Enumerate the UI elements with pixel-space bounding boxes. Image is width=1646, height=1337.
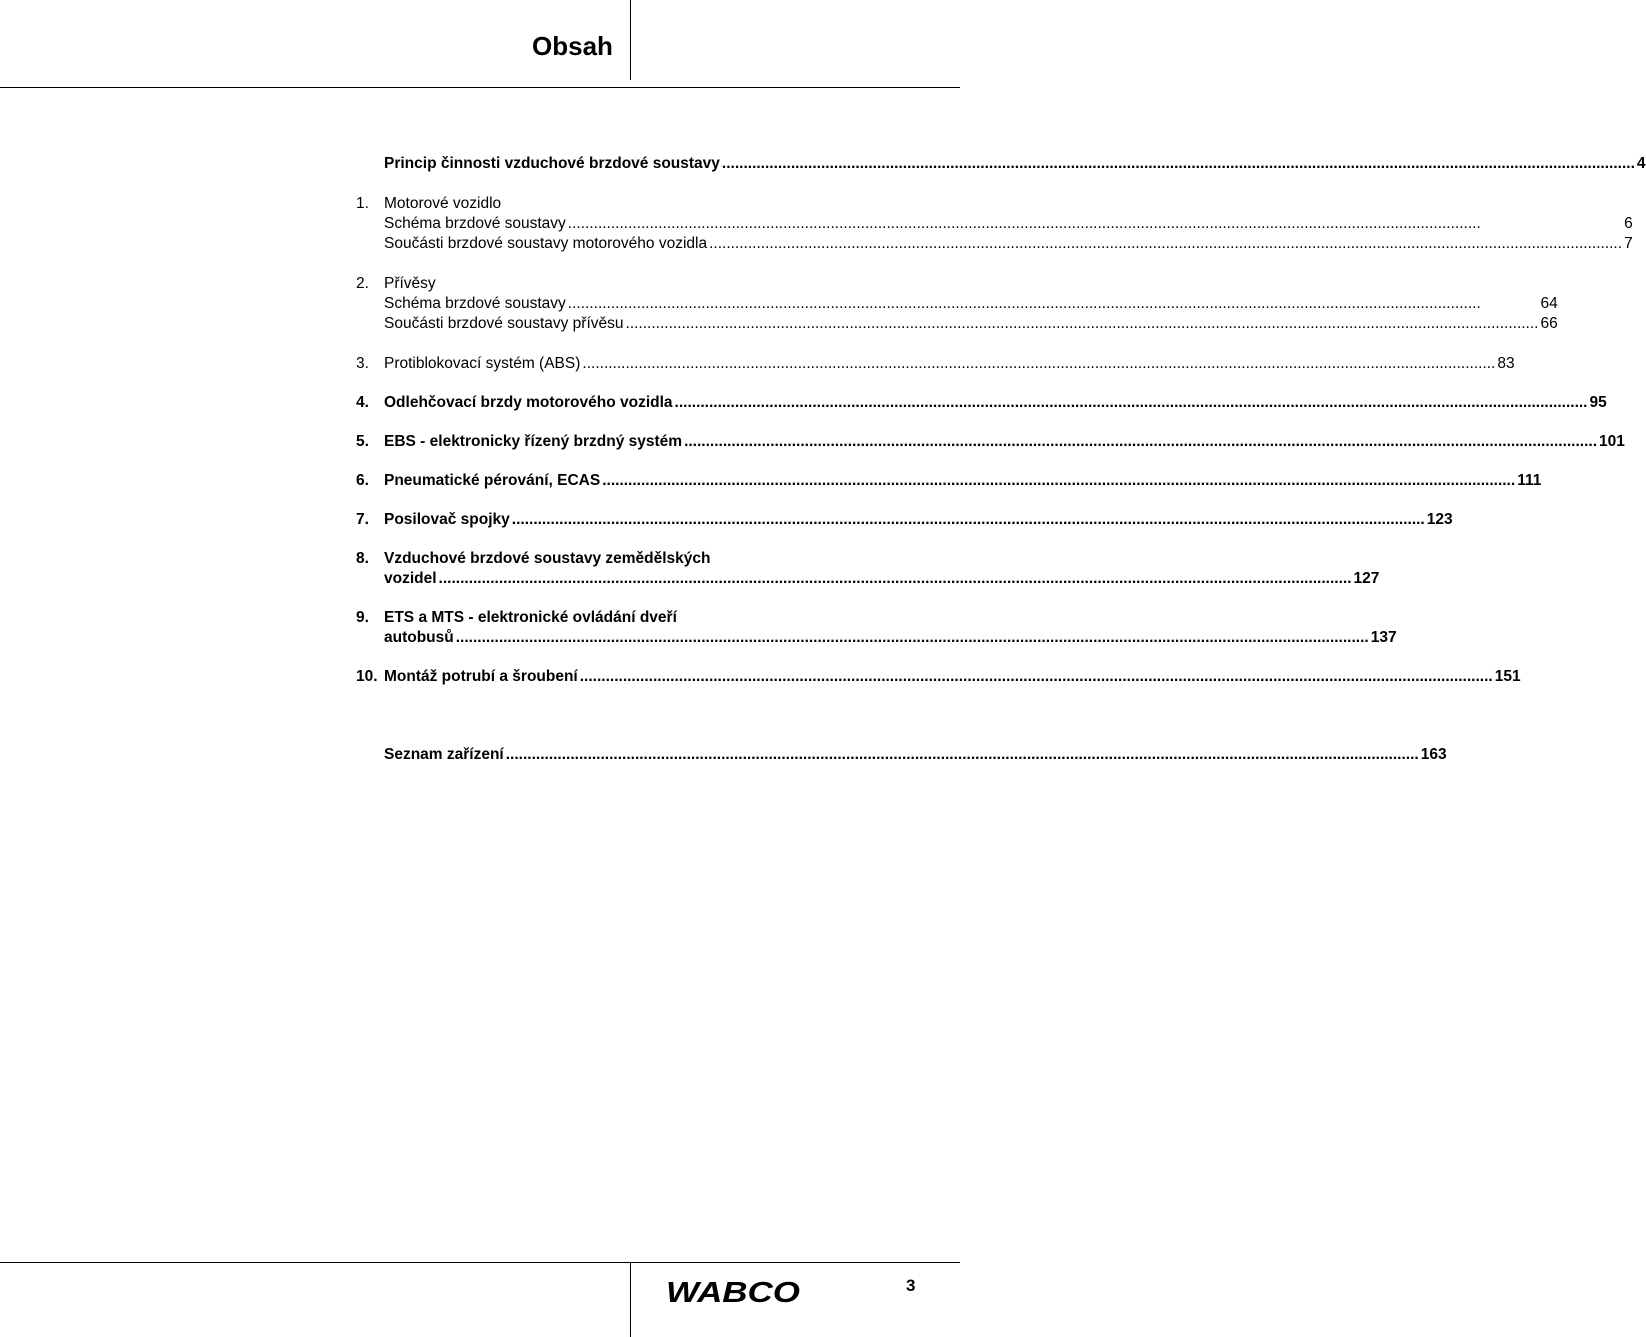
toc-leader-dots bbox=[582, 354, 1495, 374]
toc-entry-number: 2. bbox=[356, 275, 369, 292]
toc-entry[interactable] bbox=[356, 549, 1380, 589]
footer-rule bbox=[0, 1262, 960, 1263]
toc-entry-title: Princip činnosti vzduchové brzdové soustavy bbox=[384, 155, 720, 172]
toc-page-number: 83 bbox=[1497, 355, 1515, 372]
toc-page-number: 64 bbox=[1540, 295, 1558, 312]
toc-leader-dots bbox=[602, 471, 1515, 491]
toc-page-number: 7 bbox=[1624, 235, 1633, 252]
toc-leader-dots bbox=[580, 667, 1493, 687]
toc-entry-number: 1. bbox=[356, 195, 369, 212]
toc-line bbox=[384, 471, 1541, 491]
toc-leader-dots bbox=[722, 154, 1635, 174]
toc-entry-title: Posilovač spojky bbox=[384, 511, 510, 528]
toc-page-number: 151 bbox=[1494, 668, 1521, 685]
toc-entry-number: 10. bbox=[356, 668, 378, 685]
toc-page-number: 123 bbox=[1426, 511, 1453, 528]
toc-line bbox=[384, 294, 1558, 314]
toc-leader-dots bbox=[626, 314, 1539, 334]
toc-entry[interactable] bbox=[356, 745, 1447, 765]
toc-line bbox=[384, 154, 1646, 174]
toc-entry-number: 5. bbox=[356, 433, 369, 450]
toc-page-number: 66 bbox=[1540, 315, 1558, 332]
logo-text: WABCO bbox=[666, 1277, 801, 1309]
toc-page-number: 111 bbox=[1517, 472, 1542, 489]
toc-leader-dots bbox=[456, 628, 1369, 648]
toc-leader-dots bbox=[512, 510, 1425, 530]
toc-entry-number: 4. bbox=[356, 394, 369, 411]
toc-entry[interactable] bbox=[356, 354, 1515, 374]
toc-entry-number: 3. bbox=[356, 355, 369, 372]
toc-leader-dots bbox=[568, 294, 1539, 314]
toc-page-number: 137 bbox=[1370, 629, 1397, 646]
toc-entry-title: Odlehčovací brzdy motorového vozidla bbox=[384, 394, 673, 411]
toc-line bbox=[384, 549, 1379, 569]
toc-page-number: 101 bbox=[1599, 433, 1625, 450]
toc-leader-dots bbox=[568, 214, 1622, 234]
toc-line bbox=[384, 745, 1447, 765]
toc-line bbox=[384, 667, 1521, 687]
toc-leader-dots bbox=[709, 234, 1622, 254]
toc-line bbox=[384, 569, 1379, 589]
toc-entry[interactable] bbox=[356, 471, 1542, 491]
toc-entry[interactable] bbox=[356, 154, 1646, 174]
toc-entry-title: Motorové vozidlo bbox=[384, 195, 502, 212]
toc-entry-title: vozidel bbox=[384, 570, 437, 587]
toc-page-number: 95 bbox=[1589, 394, 1607, 411]
toc-entry[interactable] bbox=[356, 510, 1453, 530]
toc-line bbox=[384, 510, 1453, 530]
toc-line bbox=[384, 432, 1625, 452]
toc-line bbox=[384, 214, 1633, 234]
toc-entry[interactable] bbox=[356, 274, 1558, 334]
page-title: Obsah bbox=[532, 31, 613, 61]
toc-entry-title: Součásti brzdové soustavy přívěsu bbox=[384, 315, 624, 332]
toc-line bbox=[384, 194, 1633, 214]
toc-entry-title: Montáž potrubí a šroubení bbox=[384, 668, 578, 685]
header-rule bbox=[0, 87, 960, 88]
toc-entry[interactable] bbox=[356, 667, 1521, 687]
toc-page-number: 6 bbox=[1624, 215, 1633, 232]
toc-entry-title: EBS - elektronicky řízený brzdný systém bbox=[384, 433, 683, 450]
toc-page-number: 163 bbox=[1420, 746, 1447, 763]
toc-entry[interactable] bbox=[356, 194, 1633, 254]
toc-leader-dots bbox=[675, 393, 1588, 413]
toc-entry-title: Přívěsy bbox=[384, 275, 436, 292]
toc-entry-title: ETS a MTS - elektronické ovládání dveří bbox=[384, 609, 677, 626]
toc-entry-title: autobusů bbox=[384, 629, 454, 646]
toc-entry-title: Součásti brzdové soustavy motorového vozidla bbox=[384, 235, 708, 252]
page-number: 3 bbox=[906, 1276, 916, 1295]
toc-line bbox=[384, 608, 1397, 628]
toc-entry-title: Protiblokovací systém (ABS) bbox=[384, 355, 581, 372]
toc-entry[interactable] bbox=[356, 393, 1607, 413]
toc-page-number: 127 bbox=[1353, 570, 1380, 587]
toc-entry-number: 6. bbox=[356, 472, 369, 489]
toc-line bbox=[384, 314, 1558, 334]
toc-leader-dots bbox=[506, 745, 1419, 765]
toc-entry-title: Schéma brzdové soustavy bbox=[384, 215, 566, 232]
toc-entry-title: Schéma brzdové soustavy bbox=[384, 295, 566, 312]
toc-line bbox=[384, 628, 1397, 648]
toc-leader-dots bbox=[439, 569, 1352, 589]
toc-line bbox=[384, 354, 1515, 374]
toc-line bbox=[384, 274, 1558, 294]
toc-leader-dots bbox=[684, 432, 1597, 452]
toc-line bbox=[384, 234, 1633, 254]
toc-entry[interactable] bbox=[356, 608, 1397, 648]
toc-entry[interactable] bbox=[356, 432, 1625, 452]
table-of-contents bbox=[356, 154, 1646, 765]
wabco-logo bbox=[666, 1277, 801, 1309]
toc-entry-number: 8. bbox=[356, 550, 369, 567]
toc-line bbox=[384, 393, 1607, 413]
toc-entry-title: Vzduchové brzdové soustavy zemědělských bbox=[384, 550, 711, 567]
footer-divider bbox=[630, 1262, 631, 1337]
toc-entry-number: 7. bbox=[356, 511, 369, 528]
header-divider bbox=[630, 0, 631, 80]
toc-entry-title: Seznam zařízení bbox=[384, 746, 504, 763]
toc-entry-title: Pneumatické pérování, ECAS bbox=[384, 472, 601, 489]
toc-page-number: 4 bbox=[1636, 155, 1646, 172]
toc-entry-number: 9. bbox=[356, 609, 369, 626]
